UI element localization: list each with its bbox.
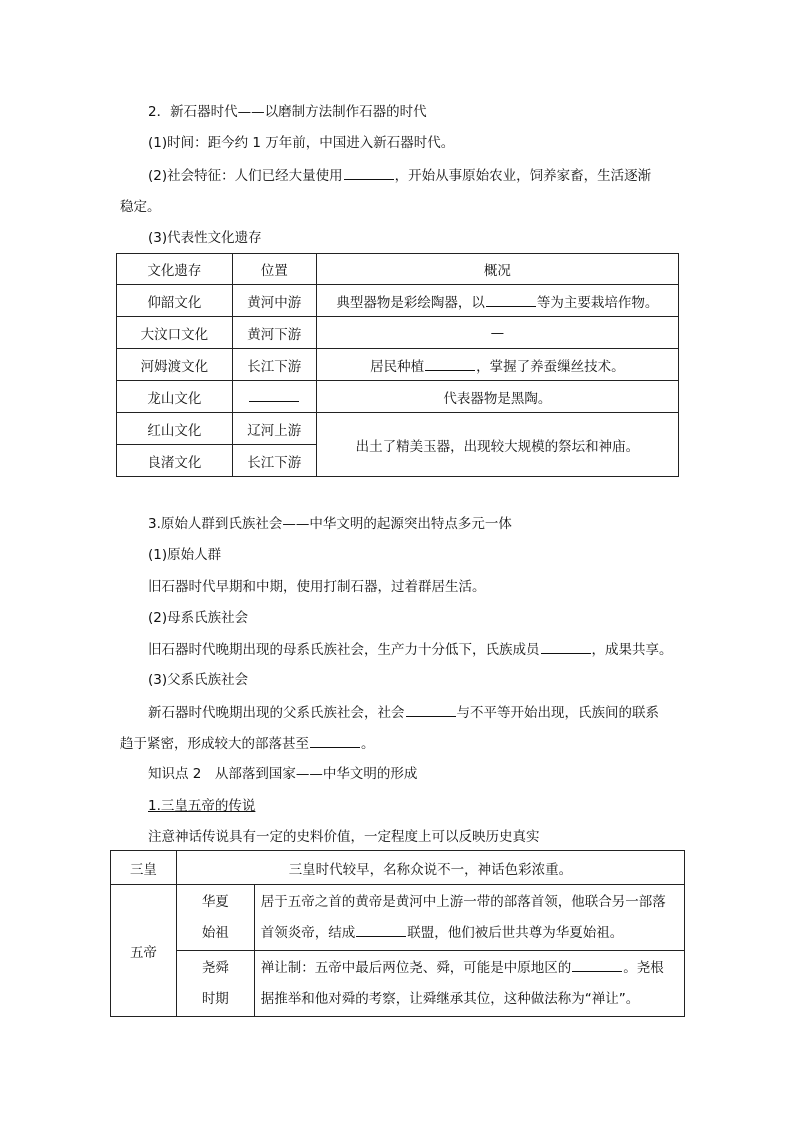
paragraph: 旧石器时代早期和中期，使用打制石器，过着群居生活。: [148, 579, 486, 595]
emperor-table: [110, 850, 685, 1017]
table-row: [111, 885, 685, 951]
fill-blank: [486, 292, 536, 307]
table-row: [117, 285, 679, 317]
text: ，掌握了养蚕缫丝技术。: [476, 358, 625, 375]
table-row: [111, 951, 685, 1017]
header-cell: 位置: [232, 254, 316, 285]
paragraph-cont: [120, 733, 375, 754]
fill-blank: [572, 957, 622, 972]
subheading: (2)母系氏族社会: [148, 610, 249, 626]
text: 趋于紧密，形成较大的部落甚至: [120, 736, 309, 752]
culture-table: [116, 253, 679, 477]
paragraph-social-cont: 稳定。: [120, 199, 161, 215]
text: 禅让制：五帝中最后两位尧、舜，可能是中原地区的: [260, 959, 572, 976]
text: 首领炎帝，结成: [260, 924, 356, 941]
table-row: [117, 413, 679, 445]
fill-blank: [344, 165, 394, 180]
paragraph: [148, 702, 659, 723]
cell-location: 黄河下游: [232, 317, 316, 349]
cell-desc: [254, 885, 684, 951]
fill-blank: [310, 733, 360, 748]
text: (2)社会特征：人们已经大量使用: [148, 168, 343, 184]
header-cell: 概况: [316, 254, 678, 285]
subheading-culture: (3)代表性文化遗存: [148, 230, 262, 246]
cell-location: 黄河中游: [232, 285, 316, 317]
text: 华夏: [201, 893, 229, 910]
subheading: 1.三皇五帝的传说: [148, 798, 256, 814]
cell-sublabel: [176, 885, 254, 951]
text: 典型器物是彩绘陶器，以: [336, 294, 485, 311]
text: 等为主要栽培作物。: [536, 294, 659, 311]
text: 居于五帝之首的黄帝是黄河中上游一带的部落首领，他联合另一部落: [260, 893, 666, 910]
text: 尧舜: [201, 959, 229, 976]
section-heading: 2．新石器时代——以磨制方法制作石器的时代: [148, 104, 427, 120]
text: 时期: [201, 990, 229, 1007]
cell-name: 仰韶文化: [117, 285, 233, 317]
cell-label: 三皇: [111, 851, 177, 885]
text: ，开始从事原始农业，饲养家畜，生活逐渐: [394, 168, 652, 184]
text: 与不平等开始出现，氏族间的联系: [456, 705, 659, 721]
cell-location: 辽河上游: [232, 413, 316, 445]
cell-name: 河姆渡文化: [117, 349, 233, 381]
subheading: (3)父系氏族社会: [148, 672, 249, 688]
header-cell: 文化遗存: [117, 254, 233, 285]
table-row: [117, 381, 679, 413]
cell-desc: [316, 285, 678, 317]
cell-desc-merged: 出土了精美玉器，出现较大规模的祭坛和神庙。: [316, 413, 678, 477]
fill-blank: [406, 702, 456, 717]
text: ，成果共享。: [591, 642, 673, 658]
line: [261, 953, 684, 984]
fill-blank: [356, 922, 406, 937]
text: 。尧根: [623, 959, 664, 976]
cell-desc: [254, 951, 684, 1017]
fill-blank: [425, 356, 475, 371]
text: 始祖: [201, 924, 229, 941]
cell-desc: —: [316, 317, 678, 349]
cell-desc: 代表器物是黑陶。: [316, 381, 678, 413]
line: [261, 918, 684, 949]
cell-location: [232, 381, 316, 413]
table-header-row: [117, 254, 679, 285]
cell-desc: [316, 349, 678, 381]
text: 据推举和他对舜的考察，让舜继承其位，这种做法称为“禅让”。: [260, 990, 640, 1007]
cell-name: 良渚文化: [117, 445, 233, 477]
section-heading: 3.原始人群到氏族社会——中华文明的起源突出特点多元一体: [148, 516, 512, 532]
table-row: [117, 317, 679, 349]
table-row: [117, 349, 679, 381]
cell-name: 红山文化: [117, 413, 233, 445]
text: 居民种植: [370, 358, 425, 375]
text: 联盟，他们被后世共尊为华夏始祖。: [407, 924, 624, 941]
cell-name: 大汶口文化: [117, 317, 233, 349]
text: 新石器时代晚期出现的父系氏族社会，社会: [148, 705, 405, 721]
cell-location: 长江下游: [232, 349, 316, 381]
fill-blank: [249, 387, 299, 402]
cell-desc: 三皇时代较早，名称众说不一，神话色彩浓重。: [176, 851, 684, 885]
paragraph-time: (1)时间：距今约 1 万年前，中国进入新石器时代。: [148, 135, 455, 151]
cell-location: 长江下游: [232, 445, 316, 477]
fill-blank: [541, 639, 591, 654]
note: 注意神话传说具有一定的史料价值，一定程度上可以反映历史真实: [148, 829, 540, 845]
cell-label: 五帝: [111, 885, 177, 1017]
table-row: [111, 851, 685, 885]
text: 。: [361, 736, 375, 752]
text: 旧石器时代晚期出现的母系氏族社会，生产力十分低下，氏族成员: [148, 642, 540, 658]
knowledge-heading: 知识点 2 从部落到国家——中华文明的形成: [148, 766, 418, 782]
cell-name: 龙山文化: [117, 381, 233, 413]
paragraph-social: [148, 165, 651, 186]
cell-sublabel: [176, 951, 254, 1017]
subheading: (1)原始人群: [148, 547, 222, 563]
paragraph: [148, 639, 673, 660]
